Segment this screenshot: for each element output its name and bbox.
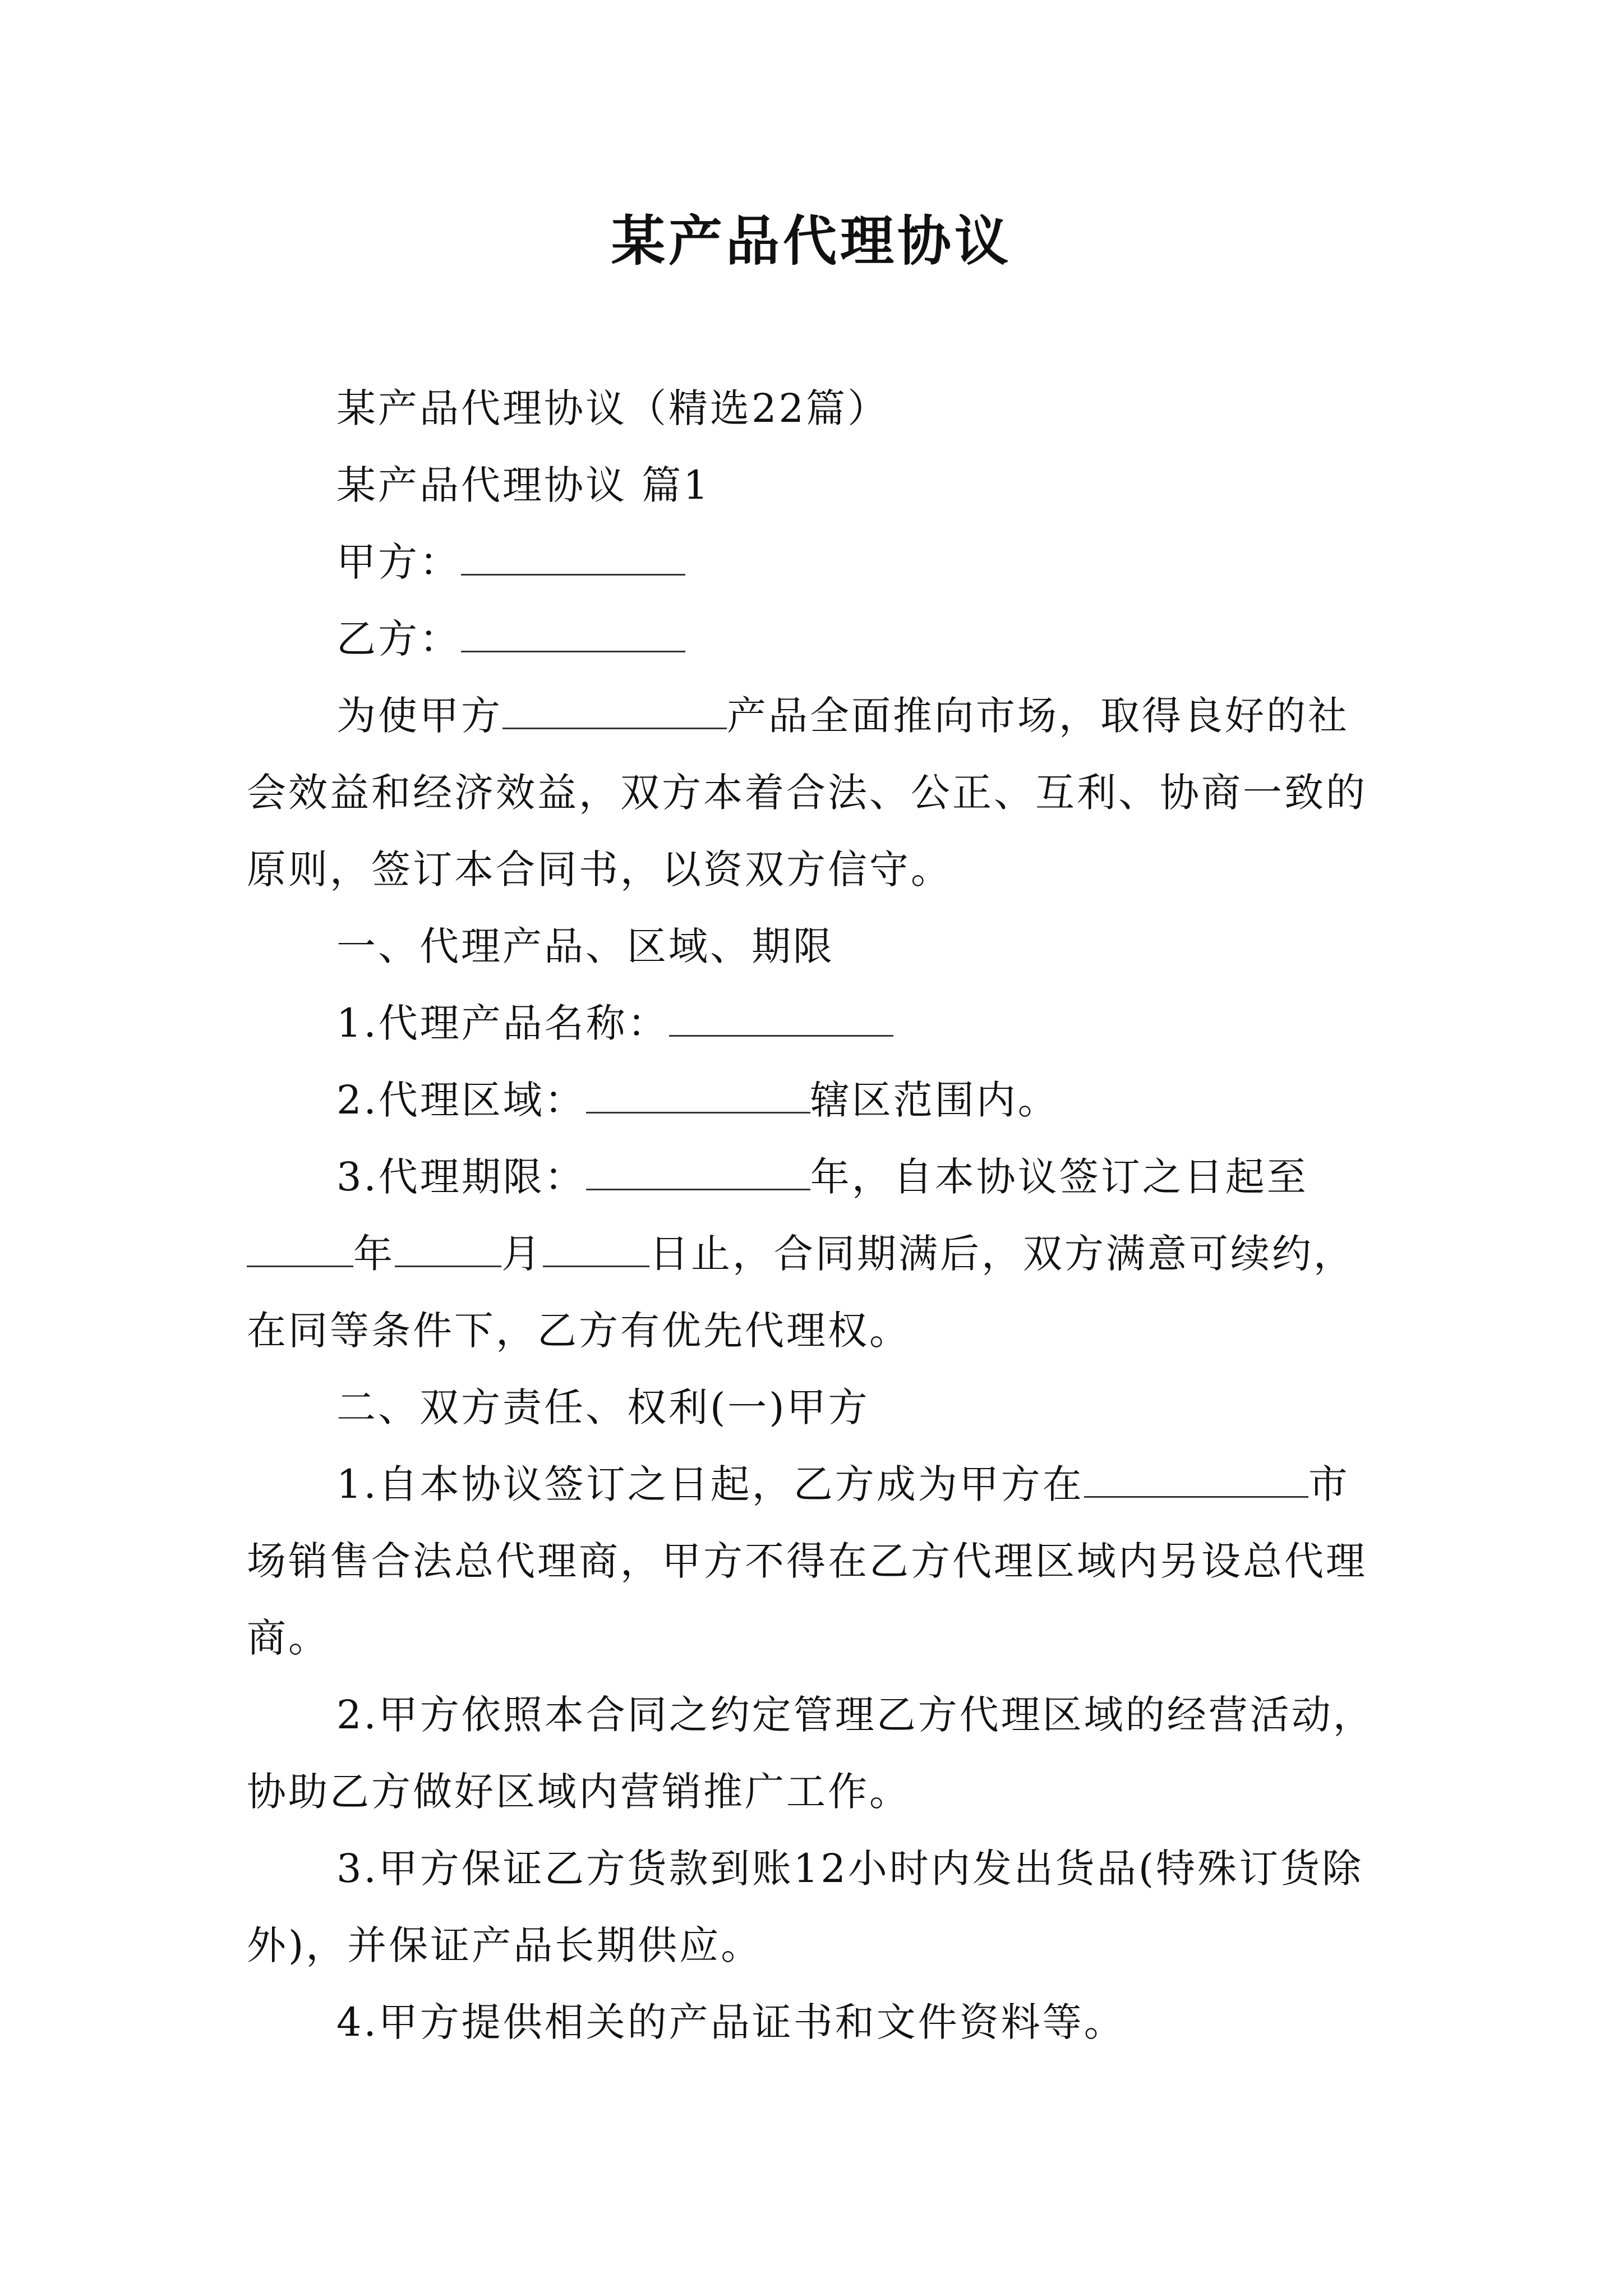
party-a-line <box>247 524 1385 601</box>
item-1-3-mid: 年，自本协议签订之日起至 <box>810 1154 1308 1200</box>
intro-after: 产品全面推向市场，取得良好的社会效益和经济效益，双方本着合法、公正、互利、协商一致的原则，签订本合同书，以资双方信守。 <box>247 693 1367 892</box>
item-2-1-after: 市场销售合法总代理商，甲方不得在乙方代理区域内另设总代理商。 <box>247 1461 1367 1661</box>
party-b-label: 乙方： <box>336 616 461 662</box>
party-a-label: 甲方： <box>336 539 461 585</box>
product-blank <box>502 695 727 729</box>
region-blank <box>586 1079 810 1114</box>
item-1-1 <box>247 985 1385 1062</box>
section-heading: 某产品代理协议 篇1 <box>336 462 711 508</box>
party-a-blank <box>461 541 685 576</box>
intro-before: 为使甲方 <box>336 693 502 739</box>
product-name-blank <box>669 1002 893 1037</box>
document-subtitle: 某产品代理协议（精选22篇） <box>336 385 889 431</box>
party-b-blank <box>461 618 685 652</box>
item-1-3-after: 日止，合同期满后，双方满意可续约，在同等条件下，乙方有优先代理权。 <box>247 1231 1355 1354</box>
item-1-2-after: 辖区范围内。 <box>810 1077 1059 1123</box>
item-2-3: 3.甲方保证乙方货款到账12小时内发出货品(特殊订货除外)，并保证产品长期供应。 <box>247 1846 1364 1968</box>
document-body <box>247 370 1385 2061</box>
item-1-3-before: 3.代理期限： <box>336 1154 586 1200</box>
item-1-3-year: 年 <box>353 1231 395 1277</box>
end-month-blank <box>395 1233 501 1267</box>
item-1-3-month: 月 <box>501 1231 543 1277</box>
item-2-1-before: 1.自本协议签订之日起，乙方成为甲方在 <box>336 1461 1084 1507</box>
item-1-2-before: 2.代理区域： <box>336 1077 586 1123</box>
heading-1: 一、代理产品、区域、期限 <box>336 923 834 969</box>
intro-paragraph <box>247 678 1385 908</box>
market-blank <box>1084 1464 1308 1498</box>
item-2-4: 4.甲方提供相关的产品证书和文件资料等。 <box>336 1999 1126 2045</box>
heading-2: 二、双方责任、权利(一)甲方 <box>336 1384 870 1430</box>
end-day-blank <box>543 1233 649 1267</box>
end-year-blank <box>247 1233 353 1267</box>
term-blank <box>586 1156 810 1190</box>
item-1-3 <box>247 1139 1385 1369</box>
item-2-2: 2.甲方依照本合同之约定管理乙方代理区域的经营活动，协助乙方做好区域内营销推广工作。 <box>247 1692 1375 1815</box>
party-b-line <box>247 601 1385 678</box>
document-title: 某产品代理协议 <box>611 209 1012 273</box>
item-1-1-text: 1.代理产品名称： <box>336 1000 669 1046</box>
item-1-2 <box>247 1062 1385 1139</box>
item-2-1 <box>247 1446 1385 1677</box>
